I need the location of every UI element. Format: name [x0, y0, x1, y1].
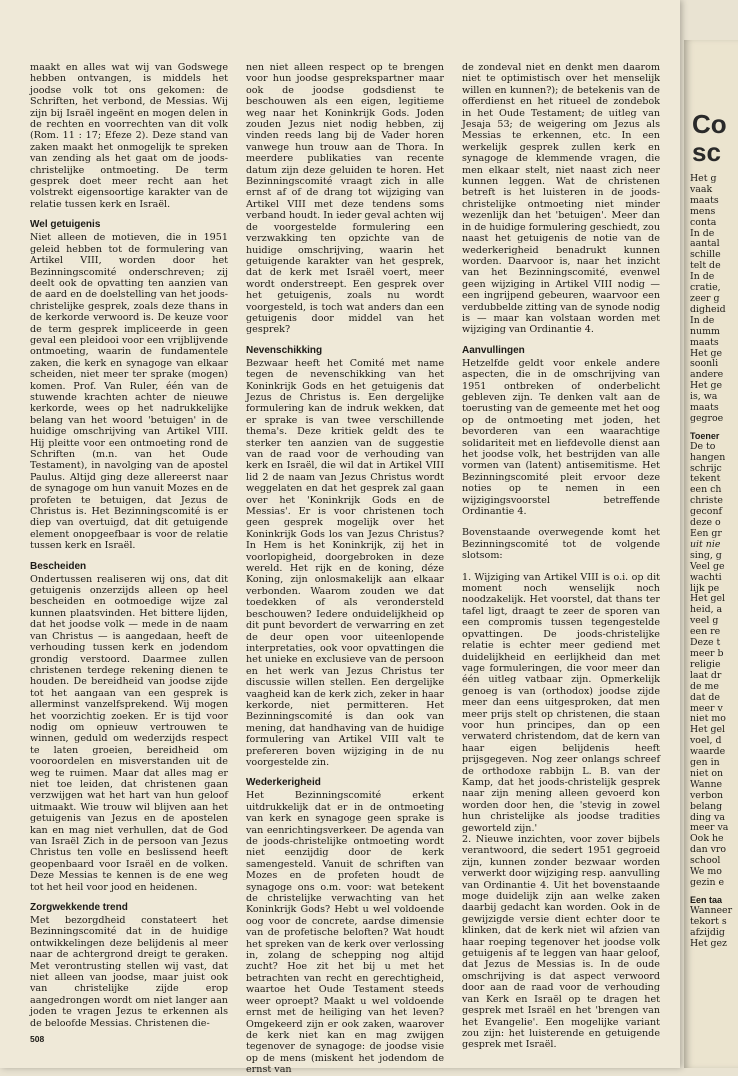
- paragraph: 2. Nieuwe inzichten, voor zover bijbels verantwoord, die sedert 1951 gegroeid zijn, kunnen zonder bezwaar worden verwerkt door wijziging resp. aanvulling van Ordinantie 4. Uit het bovenstaande moge duidelijk zijn aan welke zaken daarbij gedacht kan worden. Ook in de gewijzigde versie dient echter door te klinken, dat de kerk niet wil afzien van haar roeping tegenover het joodse volk getuigenis af te leggen van haar geloof, dat Jezus de Messias is. In de oude omschrijving is dat aspect verwoord door aan de raad voor de verhouding van Kerk en Israël op te dragen het gesprek met Israël en het 'brengen van het Evangelie'. Een mogelijke variant zou zijn: het luisterende en getuigende gesprek met Israël.: [462, 834, 660, 1051]
- paragraph: maakt en alles wat wij van Godswege hebben ontvangen, is middels het joodse volk tot ons gekomen: de Schriften, het verbond, de Messias. Wij zijn bij Israël ingeënt en mogen delen in de rechten en voorrechten van dit volk (Rom. 11 : 17; Efeze 2). Deze stand van zaken maakt het onmogelijk te spreken van zending als het gaat om de joods-christelijke ontmoeting. De term gesprek doet meer recht aan het volstrekt eigensoortige karakter van de relatie tussen kerk en Israël.: [30, 62, 228, 210]
- paragraph: nen niet alleen respect op te brengen voor hun joodse gesprekspartner maar ook de joodse godsdienst te beschouwen als een eigen, legitieme weg naar het Koninkrijk Gods. Joden zouden Jezus niet nodig hebben, zij vinden reeds lang bij de Vader horen vanwege hun trouw aan de Thora. In meerdere publikaties van recente datum zijn deze geluiden te horen. Het Bezinningscomité vraagt zich in alle ernst af of de drang tot wijziging van Artikel VIII met deze tendens soms verband houdt. In ieder geval achten wij de voorgestelde formulering een verzwakking ten opzichte van de huidige omschrijving, waarin het getuigende karakter van het gesprek, dat de kerk met Israël voert, meer wordt onderstreept. Een gesprek over het getuigenis, zoals nu wordt voorgesteld, is toch wat anders dan een getuigenis door middel van het gesprek?: [246, 62, 444, 336]
- next-page-line: mens: [690, 205, 716, 217]
- next-page-line: wachti: [690, 571, 722, 583]
- next-page-line: dan vro: [690, 844, 727, 856]
- next-page-line: Wanne: [690, 778, 723, 790]
- next-page-title: [692, 110, 738, 166]
- next-page-line: maats: [690, 194, 719, 206]
- next-page-line: In de: [690, 271, 715, 283]
- text-column-1: [30, 62, 228, 1029]
- paragraph: Bezwaar heeft het Comité met name tegen de nevenschikking van het Koninkrijk Gods en het getuigenis dat Jezus de Christus is. Een dergelijke formulering kan de indruk wekken, dat er sprake is van twee verschillende thema's. Deze kritiek geldt des te sterker ten aanzien van de suggestie van de raad voor de verhouding van kerk en Israël, die wil dat in Artikel VIII lid 2 de naam van Jezus Christus wordt weggelaten en dat het gesprek zal gaan over het 'Koninkrijk Gods en de Messias'. Er is voor christenen toch geen gesprek mogelijk over het Koninkrijk Gods los van Jezus Christus? In Hem is het Koninkrijk, zij het in voorlopigheid, doorgebroken in deze wereld. Het rijk en de koning, déze Koning, zijn onlosmakelijk aan elkaar verbonden. Waarom zouden we dat toedekken of als verondersteld beschouwen? Iedere onduidelijkheid op dit punt bevordert de verwarring en zet de deur open voor uiteenlopende interpretaties, ook voor opvattingen die het unieke en exclusieve van de persoon en het werk van Jezus Christus ter discussie willen stellen. Een dergelijke vaagheid kan de kerk zich, zeker in haar kerkorde, niet permitteren. Het Bezinningscomité is dan ook van mening, dat handhaving van de huidige formulering van Artikel VIII valt te prefereren boven wijziging in de nu voorgestelde zin.: [246, 357, 444, 768]
- next-page-line: Ook he: [690, 833, 724, 845]
- next-page-line: veel g: [690, 615, 719, 627]
- next-page-line: maats: [690, 336, 719, 348]
- text-column-2: [246, 62, 444, 1076]
- next-page-line: Een gr: [690, 528, 722, 539]
- title-line-2: sc: [692, 137, 721, 167]
- paragraph: Hetzelfde geldt voor enkele andere aspecten, die in de omschrijving van 1951 ontbreken of onderbelicht gebleven zijn. Te denken valt aan de toerusting van de gemeente met het oog op de ontmoeting met joden, het bevorderen van een waarachtige solidariteit met en liefdevolle dienst aan het joodse volk, het bestrijden van alle vormen van (latent) antisemitisme. Het Bezinningscomité pleit ervoor deze noties op te nemen in een wijzigingsvoorstel betreffende Ordinantie 4.: [462, 357, 660, 518]
- next-page-line: Het gel: [690, 724, 726, 736]
- next-page-line: verbon: [690, 789, 724, 801]
- next-page-line: digheid: [690, 303, 726, 315]
- next-page-line: ding va: [690, 811, 725, 823]
- paragraph: de zondeval niet en denkt men daarom niet te optimistisch over het menselijk willen en kunnen?); de betekenis van de offerdienst en het ritueel de zondebok in het Oude Testament; de uitleg van Jesaja 53; de weigering om Jezus als Messias te erkennen, etc. In een werkelijk gesprek zullen kerk en synagoge de klemmende vragen, die men elkaar stelt, niet naast zich neer kunnen leggen. Wat de christenen betreft is het luisteren in de joods-christelijke ontmoeting niet minder wezenlijk dan het 'betuigen'. Meer dan in de huidige formulering geschiedt, zou naast het getuigenis de notie van de wederkerigheid benadrukt kunnen worden. Daarvoor is, naar het inzicht van het Bezinningscomité, evenwel geen wijziging in Artikel VIII nodig — een ingrijpend gebeuren, waarvoor een verdubbelde zitting van de synode nodig is — maar kan volstaan worden met wijziging van Ordinantie 4.: [462, 62, 660, 336]
- next-page-line: vaak: [690, 183, 713, 195]
- text-column-3: [462, 62, 660, 1051]
- next-page-line: niet on: [690, 767, 724, 779]
- next-page-line: meer va: [690, 822, 729, 834]
- next-page-line: We mo: [690, 866, 722, 878]
- next-page-line: deze o: [690, 517, 721, 529]
- page-number: 508: [30, 1034, 45, 1044]
- next-page-line: is, wa: [690, 391, 718, 403]
- section-heading-wederkerigheid: Wederkerigheid: [246, 777, 321, 789]
- section-heading-bescheiden: Bescheiden: [30, 560, 87, 572]
- next-page-line: aantal: [690, 238, 720, 250]
- next-page-line: telt de: [690, 260, 721, 272]
- next-page-line: waarde: [690, 746, 726, 758]
- next-page-line: Het gel: [690, 593, 726, 605]
- next-page-line: Veel ge: [690, 560, 725, 572]
- next-page-text: [690, 174, 738, 949]
- section-heading-zorgwekkende-trend: Zorgwekkende trend: [30, 902, 128, 914]
- next-page-edge: [684, 40, 738, 1068]
- next-page-line: voel, d: [690, 735, 722, 747]
- next-page-line: schille: [690, 249, 721, 261]
- next-page-line: tekent: [690, 473, 721, 485]
- next-page-line: Wanneer: [690, 904, 733, 916]
- next-page-line: christe: [690, 495, 723, 507]
- next-page-line: tekort s: [690, 915, 727, 927]
- next-page-line: Het g: [690, 173, 717, 184]
- next-page-line: sing, g: [690, 549, 722, 561]
- next-page-line: dat de: [690, 691, 720, 703]
- next-page-line: meer v: [690, 702, 723, 714]
- next-page-line: gezin e: [690, 877, 725, 888]
- paragraph: Bovenstaande overwegende komt het Bezinningscomité tot de volgende slotsom:: [462, 527, 660, 562]
- next-page-line: belang: [690, 800, 723, 812]
- next-page-line: hangen: [690, 451, 726, 463]
- paragraph: Ondertussen realiseren wij ons, dat dit getuigenis onzerzijds alleen op heel bescheiden en ootmoedige wijze zal kunnen plaatsvinden. Het bittere lijden, dat het joodse volk — mede in de naam van Christus — is aangedaan, heeft de verhouding tussen kerk en jodendom grondig verstoord. Daarmee zullen christenen terdege rekening dienen te houden. De bereidheid van joodse zijde tot het aangaan van een gesprek is allerminst vanzelfsprekend. Wij mogen het voorzichtig zoeken. Er is tijd voor nodig om opnieuw vertrouwen te winnen, geduld om wederzijds respect te laten groeien, bereidheid om vooroordelen en misverstanden uit de weg te ruimen. Maar dat alles mag er niet toe leiden, dat christenen gaan verzwijgen wat het hart van hun geloof uitmaakt. Wie trouw wil blijven aan het getuigenis van Jezus en de apostelen kan en mag niet verhullen, dat de God van Israël Zich in de persoon van Jezus Christus ten volle en beslissend heeft geopenbaard voor Israël en de volken. Deze Messias te kennen is de ene weg tot het heil voor jood en heidenen.: [30, 573, 228, 893]
- next-page-line: meer b: [690, 647, 724, 659]
- next-page-line: Het gez: [690, 937, 727, 949]
- next-page-line: Het ge: [690, 347, 723, 359]
- next-page-line: zeer g: [690, 292, 720, 304]
- next-page-line: Deze t: [690, 637, 721, 649]
- next-page-line: uit nie: [690, 538, 721, 550]
- title-line-1: Co: [692, 109, 727, 139]
- next-page-line: schrijc: [690, 462, 722, 474]
- paragraph: Niet alleen de motieven, die in 1951 geleid hebben tot de formulering van Artikel VIII, worden door het Bezinningscomité onderschreven; zij deelt ook de opvatting ten aanzien van de aard en de doelstelling van het joods-christelijke gesprek, zoals deze thans in de kerkorde verwoord is. De keuze voor de term gesprek impliceerde in geen geval een pleidooi voor een vrijblijvende ontmoeting, waarin de fundamentele zaken, die kerk en synagoge van elkaar scheiden, niet meer ter sprake (mogen) komen. Prof. Van Ruler, één van de stuwende krachten achter de nieuwe kerkorde, wees op het nadrukkelijke belang van het woord 'betuigen' in de huidige omschrijving van Artikel VIII. Hij pleitte voor een ontmoeting rond de Schriften (m.n. van het Oude Testament), in navolging van de apostel Paulus. Altijd ging deze allereerst naar de synagoge om hun vanuit Mozes en de profeten te betuigen, dat Jezus de Christus is. Het Bezinningscomité is er diep van overtuigd, dat dit getuigende element onopgeefbaar is voor de relatie tussen kerk en Israël.: [30, 232, 228, 552]
- next-page-line: niet mo: [690, 713, 726, 725]
- next-page-line: religie: [690, 658, 721, 670]
- next-page-line: Het ge: [690, 380, 723, 392]
- next-page-line: gegroe: [690, 412, 724, 424]
- next-page-line: conta: [690, 216, 717, 228]
- next-page-line: afzijdig: [690, 926, 725, 938]
- next-page-line: de me: [690, 680, 719, 692]
- paragraph: Met bezorgdheid constateert het Bezinningscomité dat in de huidige ontwikkelingen deze belijdenis al meer naar de achtergrond dreigt te geraken. Met verontrusting stellen wij vast, dat niet alleen van joodse, maar juist ook van christelijke zijde erop aangedrongen wordt om niet langer aan joden te vragen Jezus te erkennen als de beloofde Messias. Christenen die-: [30, 915, 228, 1029]
- paragraph: 1. Wijziging van Artikel VIII is o.i. op dit moment noch wenselijk noch noodzakelijk. Het voorstel, dat thans ter tafel ligt, draagt te zeer de sporen van een compromis tussen tegengestelde opvattingen. De joods-christelijke relatie is echter meer gediend met duidelijkheid en eerlijkheid dan met vage formuleringen, die voor meer dan één uitleg vatbaar zijn. Opmerkelijk genoeg is van (orthodox) joodse zijde meer dan eens uitgesproken, dat men meer prijs stelt op christenen, die staan voor hun principes, dan op een verwaterd christendom, dat de kern van haar eigen belijdenis heeft prijsgegeven. Nog zeer onlangs schreef de orthodoxe rabbijn L. B. van der Kamp, dat het joods-christelijk gesprek naar zijn mening alleen gevoerd kon worden door hen, die 'stevig in zowel hun christelijke als joodse tradities geworteld zijn.': [462, 571, 660, 834]
- next-page-line: een ch: [690, 484, 722, 496]
- next-page-line: numm: [690, 325, 720, 337]
- section-heading-nevenschikking: Nevenschikking: [246, 344, 323, 356]
- next-page-line: andere: [690, 369, 724, 381]
- next-page-line: een re: [690, 626, 721, 638]
- next-page-line: In de: [690, 314, 715, 326]
- next-page-line: In de: [690, 227, 715, 239]
- next-page-line: De to: [690, 440, 716, 452]
- next-page-line: cratie,: [690, 282, 721, 294]
- next-page-line: geconf: [690, 506, 722, 518]
- next-page-line: soonli: [690, 358, 719, 370]
- next-page-line: laat dr: [690, 669, 722, 681]
- next-page-line: lijk pe: [690, 582, 720, 594]
- next-page-heading: Een taa: [690, 894, 723, 905]
- next-page-line: gen in: [690, 757, 720, 769]
- next-page-line: school: [690, 855, 721, 867]
- section-heading-wel-getuigenis: Wel getuigenis: [30, 219, 101, 231]
- paragraph: Het Bezinningscomité erkent uitdrukkelijk dat er in de ontmoeting van kerk en synagoge geen sprake is van eenrichtingsverkeer. De agenda van de joods-christelijke ontmoeting wordt niet eenzijdig door de kerk samengesteld. Vanuit de schriften van Mozes en de profeten houdt de synagoge ons o.m. voor: wat betekent de christelijke verwachting van het Koninkrijk Gods? Hebt u wel voldoende oog voor de concrete, aardse dimensie van de profetische beloften? Wat houdt het spreken van de kerk over verlossing in, zolang de schepping nog altijd zucht? Hoe zit het bij u met het betrachten van recht en gerechtigheid, waartoe het Oude Testament steeds weer oproept? Maakt u wel voldoende ernst met de heiliging van het leven? Omgekeerd zijn er ook zaken, waarover de kerk niet kan en mag zwijgen tegenover de synagoge: de joodse visie op de mens (miskent het jodendom de ernst van: [246, 790, 444, 1076]
- section-heading-aanvullingen: Aanvullingen: [462, 344, 525, 356]
- next-page-heading: Toener: [690, 430, 720, 441]
- next-page-line: heid, a: [690, 604, 723, 616]
- next-page-line: maats: [690, 402, 719, 414]
